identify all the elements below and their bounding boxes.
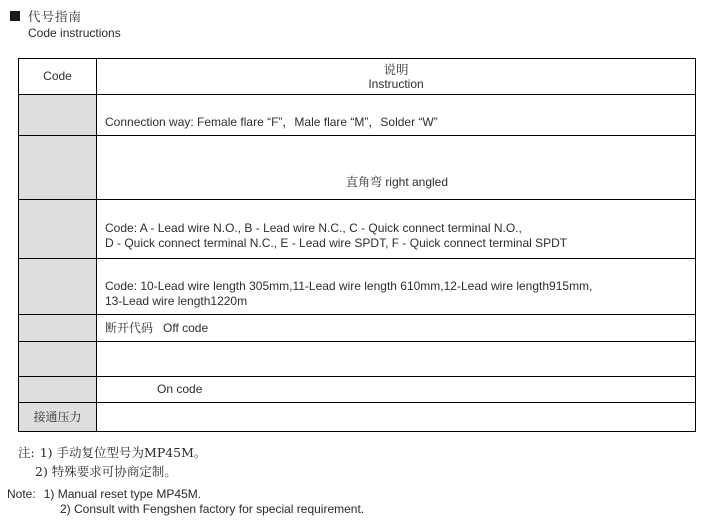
note-en-line2: 2) Consult with Fengshen factory for special requirement.	[60, 502, 365, 516]
instruction-right-angled	[97, 136, 696, 200]
code-cell-off-code	[19, 315, 97, 342]
instruction-terminal-codes	[97, 200, 696, 259]
code-cell-empty	[19, 342, 97, 377]
code-cell-wire-length	[19, 259, 97, 315]
instruction-on-code: On code	[97, 377, 696, 403]
instruction-connection: Connection way: Female flare “F”，Male flare “M”，Solder “W”	[97, 95, 696, 136]
instruction-off-code	[97, 315, 696, 342]
off-code-zh: 断开代码	[105, 320, 154, 335]
instruction-on-pressure	[97, 403, 696, 432]
header-instruction-zh: 说明	[383, 61, 409, 77]
row-off-code	[19, 315, 696, 342]
wire-length-line1: Code: 10-Lead wire length 305mm,11-Lead wire length 610mm,12-Lead wire length915mm,	[105, 279, 593, 293]
row-wire-length	[19, 259, 696, 315]
code-cell-connection	[19, 95, 97, 136]
header-row	[19, 59, 696, 95]
note-zh-line2: 2) 特殊要求可协商定制。	[35, 464, 177, 479]
row-right-angled	[19, 136, 696, 200]
off-code-en: Off code	[163, 320, 209, 335]
row-terminal-codes	[19, 200, 696, 259]
instruction-wire-length	[97, 259, 696, 315]
terminal-codes-line1: Code: A - Lead wire N.O., B - Lead wire N.C., C - Quick connect terminal N.O.,	[105, 221, 522, 235]
row-on-code	[19, 377, 696, 403]
note-en-1: 1) Manual reset type MP45M.	[43, 487, 202, 501]
note-en-label: Note:	[7, 487, 36, 501]
section-title-zh: 代号指南	[28, 9, 83, 24]
row-on-pressure	[19, 403, 696, 432]
header-instruction-en: Instruction	[368, 76, 424, 91]
code-cell-on-code	[19, 377, 97, 403]
note-zh-line1	[18, 443, 206, 461]
wire-length-line2: 13-Lead wire length1220m	[105, 294, 248, 308]
note-zh-label: 注:	[18, 445, 35, 460]
row-empty	[19, 342, 696, 377]
square-bullet-icon	[10, 11, 20, 21]
note-en-line1	[7, 487, 201, 501]
code-cell-on-pressure: 接通压力	[19, 403, 97, 432]
right-angled-zh: 直角弯	[345, 175, 382, 189]
note-zh-1: 1) 手动复位型号为MP45M。	[39, 445, 207, 460]
instruction-empty	[97, 342, 696, 377]
section-title	[10, 7, 82, 25]
code-instruction-table	[18, 58, 695, 432]
code-cell-terminal-codes	[19, 200, 97, 259]
code-cell-right-angled	[19, 136, 97, 200]
right-angled-en: right angled	[385, 175, 449, 189]
header-instruction-cell	[97, 59, 696, 95]
terminal-codes-line2: D - Quick connect terminal N.C., E - Lead wire SPDT, F - Quick connect terminal SPDT	[105, 236, 568, 250]
section-title-en: Code instructions	[28, 26, 121, 40]
header-code-cell: Code	[19, 59, 97, 95]
row-connection	[19, 95, 696, 136]
